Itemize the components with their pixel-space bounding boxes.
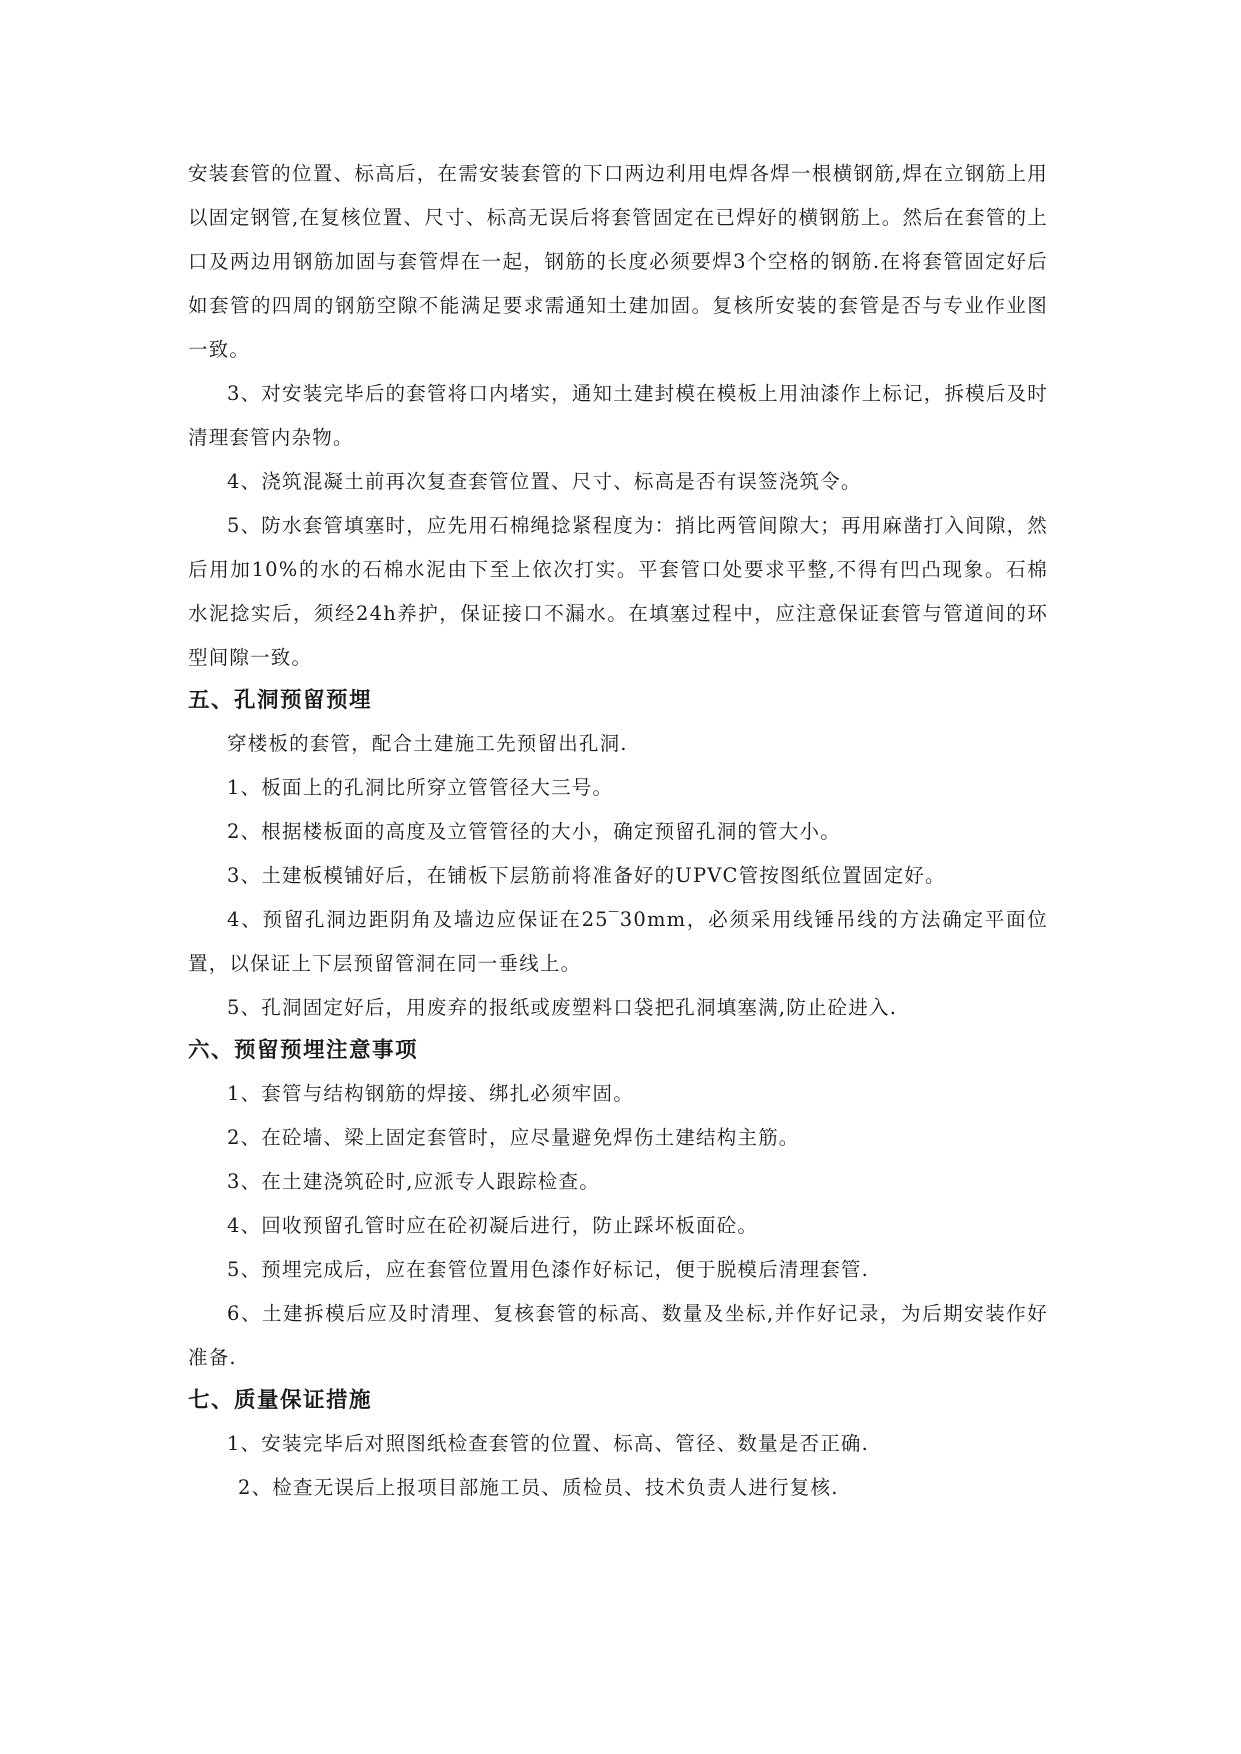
paragraph-sec6-item-5: 5、预埋完成后，应在套管位置用色漆作好标记，便于脱模后清理套管. [227, 1258, 870, 1281]
section-heading-6: 六、预留预埋注意事项 [188, 1038, 419, 1063]
paragraph-sec5-intro: 穿楼板的套管，配合土建施工先预留出孔洞. [227, 732, 628, 755]
paragraph-sec6-item-2: 2、在砼墙、梁上固定套管时，应尽量避免焊伤土建结构主筋。 [227, 1126, 800, 1149]
document-body [188, 152, 1048, 1510]
paragraph-item-4-recheck: 4、浇筑混凝土前再次复查套管位置、尺寸、标高是否有误签浇筑令。 [227, 470, 862, 493]
paragraph-sec6-item-3: 3、在土建浇筑砼时,应派专人跟踪检查。 [227, 1170, 600, 1193]
paragraph-sec7-item-2: 2、检查无误后上报项目部施工员、质检员、技术负责人进行复核. [238, 1476, 839, 1499]
paragraph-item-3-plug: 3、对安装完毕后的套管将口内堵实，通知土建封模在模板上用油漆作上标记，拆模后及时清理套管内杂物。 [188, 382, 1048, 449]
section-heading-5: 五、孔洞预留预埋 [188, 688, 373, 713]
paragraph-sec6-item-4: 4、回收预留孔管时应在砼初凝后进行，防止踩坏板面砼。 [227, 1214, 759, 1237]
paragraph-sec5-item-2: 2、根据楼板面的高度及立管管径的大小，确定预留孔洞的管大小。 [227, 820, 841, 843]
paragraph-sec5-item-4: 4、预留孔洞边距阴角及墙边应保证在25‾30mm，必须采用线锤吊线的方法确定平面位置，以保证上下层预留管洞在同一垂线上。 [188, 908, 1048, 975]
paragraph-sleeve-fixing: 安装套管的位置、标高后，在需安装套管的下口两边利用电焊各焊一根横钢筋,焊在立钢筋上用以固定钢管,在复核位置、尺寸、标高无误后将套管固定在已焊好的横钢筋上。然后在套管的上口及两边用钢筋加固与套管焊在一起，钢筋的长度必须要焊3个空格的钢筋.在将套管固定好后如套管的四周的钢筋空隙不能满足要求需通知土建加固。复核所安装的套管是否与专业作业图一致。 [188, 162, 1048, 361]
paragraph-sec5-item-1: 1、板面上的孔洞比所穿立管管径大三号。 [227, 776, 614, 799]
paragraph-item-5-waterproof: 5、防水套管填塞时，应先用石棉绳捻紧程度为：捎比两管间隙大；再用麻凿打入间隙，然后用加10%的水的石棉水泥由下至上依次打实。平套管口处要求平整,不得有凹凸现象。石棉水泥捻实后，须经24h养护，保证接口不漏水。在填塞过程中，应注意保证套管与管道间的环型间隙一致。 [188, 514, 1048, 669]
paragraph-sec6-item-6: 6、土建拆模后应及时清理、复核套管的标高、数量及坐标,并作好记录，为后期安装作好准备. [188, 1302, 1048, 1369]
section-heading-7: 七、质量保证措施 [188, 1388, 373, 1413]
paragraph-sec7-item-1: 1、安装完毕后对照图纸检查套管的位置、标高、管径、数量是否正确. [227, 1432, 870, 1455]
paragraph-sec5-item-5: 5、孔洞固定好后，用废弃的报纸或废塑料口袋把孔洞填塞满,防止砼进入. [227, 996, 898, 1019]
paragraph-sec5-item-3: 3、土建板模铺好后，在铺板下层筋前将准备好的UPVC管按图纸位置固定好。 [227, 864, 946, 887]
paragraph-sec6-item-1: 1、套管与结构钢筋的焊接、绑扎必须牢固。 [227, 1082, 634, 1105]
